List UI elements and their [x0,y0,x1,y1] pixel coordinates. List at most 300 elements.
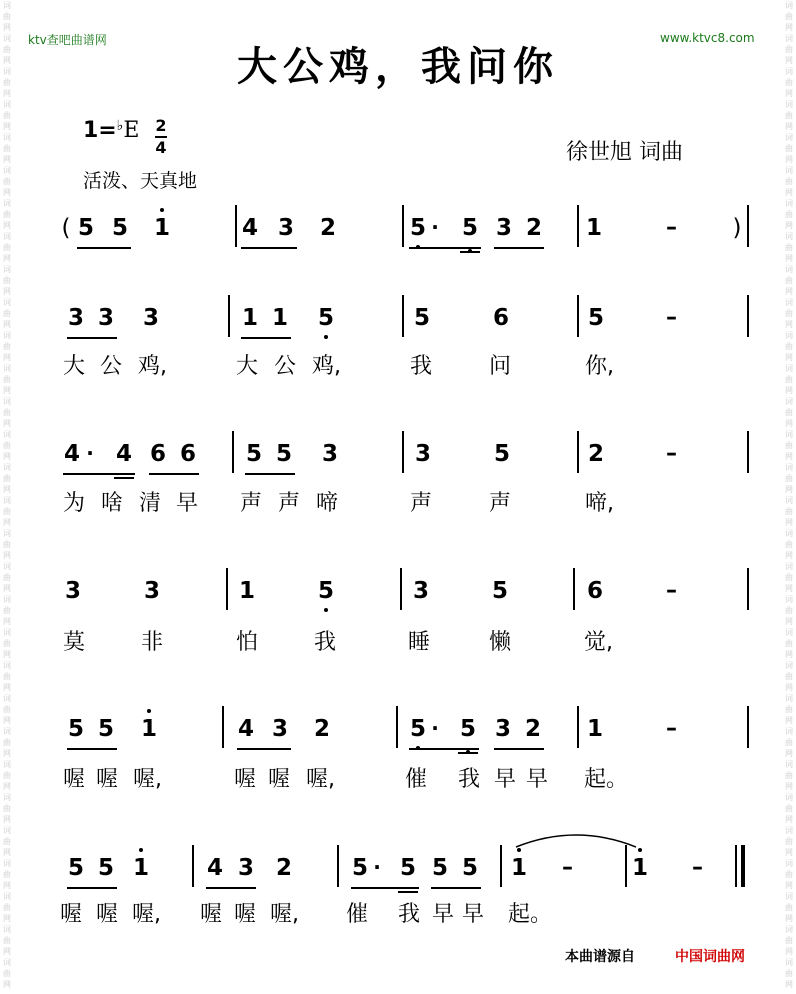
watermark-char: 曲 [3,969,11,978]
watermark-char: 词 [3,364,11,373]
paren-open: ( [61,215,71,241]
score-row-intro [0,215,796,255]
watermark-char: 网 [3,980,11,989]
note: 5 [316,305,336,331]
watermark-char: 曲 [3,672,11,681]
lyric: 怕 [236,630,259,655]
score-row-3 [0,578,796,618]
watermark-char: 网 [785,683,793,692]
lyric: 喔 [200,902,223,927]
watermark-char: 词 [785,133,793,142]
watermark-char: 词 [3,496,11,505]
watermark-char: 曲 [3,111,11,120]
watermark-char: 曲 [3,408,11,417]
note: 5 [458,716,478,742]
watermark-char: 曲 [785,738,793,747]
note: 4 [241,215,258,241]
beam-underline [206,887,256,889]
beam-underline [67,748,117,750]
lyric: 声 [240,491,263,516]
bar-line [625,845,627,887]
watermark-char: 曲 [785,111,793,120]
watermark-char: 词 [785,298,793,307]
lyric: 我 [398,902,421,927]
watermark-char: 网 [3,56,11,65]
watermark-char: 曲 [3,639,11,648]
dot-extension: · [373,855,381,879]
composer-credit: 徐世旭 词曲 [566,140,683,165]
watermark-char: 曲 [3,903,11,912]
watermark-char: 网 [785,89,793,98]
watermark-char: 词 [3,298,11,307]
lyric: 声 [489,491,512,516]
lyric: 喔 [234,902,257,927]
watermark-char: 网 [3,551,11,560]
time-signature [155,116,167,158]
dot-extension: · [86,441,94,465]
lyric: 喔, [132,902,161,927]
watermark-char: 网 [785,617,793,626]
watermark-char: 网 [3,485,11,494]
watermark-char: 词 [3,397,11,406]
paren-close: ) [732,215,742,241]
lyric: 懒 [489,630,512,655]
bar-line [402,295,404,337]
watermark-char: 曲 [3,243,11,252]
watermark-char: 词 [3,67,11,76]
watermark-char: 曲 [3,540,11,549]
watermark-char: 网 [785,881,793,890]
watermark-char: 网 [3,320,11,329]
header-site-right[interactable]: www.ktvc8.com [660,31,755,45]
note: 5 [77,215,94,241]
lyrics-row-5 [0,897,796,937]
bar-line [222,706,224,748]
watermark-char: 词 [3,463,11,472]
watermark-char: 网 [785,353,793,362]
watermark-char: 词 [3,958,11,967]
watermark-char: 词 [3,826,11,835]
watermark-char: 网 [3,749,11,758]
beam-underline [409,247,481,249]
note: 5 [97,716,114,742]
watermark-char: 词 [785,925,793,934]
watermark-char: 词 [785,958,793,967]
bar-line [396,706,398,748]
watermark-char: 网 [3,584,11,593]
watermark-char: 曲 [785,804,793,813]
watermark-char: 词 [3,595,11,604]
bar-line [573,568,575,610]
note: 2 [525,215,542,241]
watermark-char: 曲 [3,606,11,615]
meter-top: 2 [155,116,167,135]
watermark-char: 曲 [785,870,793,879]
note: 5 [491,578,508,604]
note: 3 [414,441,431,467]
lyrics-row-3 [0,625,796,665]
score-row-2 [0,441,796,481]
watermark-char: 词 [785,331,793,340]
note: 5 [275,441,292,467]
watermark-char: 曲 [785,936,793,945]
watermark-char: 词 [785,727,793,736]
lyric: 喔 [234,767,257,792]
lyric: 早 [432,902,455,927]
watermark-char: 网 [3,386,11,395]
beam-underline [494,748,544,750]
hold-dash: – [666,215,677,240]
watermark-char: 曲 [3,144,11,153]
lyrics-row-4 [0,762,796,802]
watermark-char: 曲 [3,771,11,780]
note: 5 [67,716,84,742]
watermark-char: 词 [785,628,793,637]
watermark-char: 网 [785,914,793,923]
bar-line [500,845,502,887]
lyric: 鸡, [138,354,167,379]
watermark-char: 词 [3,628,11,637]
watermark-char: 曲 [785,309,793,318]
lyric: 早 [462,902,485,927]
note: 6 [179,441,196,467]
note: 1 [152,215,172,241]
lyrics-row-2 [0,486,796,526]
watermark-char: 词 [785,595,793,604]
watermark-char: 曲 [3,870,11,879]
watermark-char: 词 [3,100,11,109]
watermark-char: 网 [3,188,11,197]
bar-line [192,845,194,887]
beam-underline [494,247,544,249]
watermark-char: 曲 [3,78,11,87]
lyric: 早 [494,767,517,792]
meter-bottom: 4 [155,138,167,157]
watermark-char: 词 [3,199,11,208]
beam-underline [241,247,297,249]
watermark-char: 词 [785,661,793,670]
watermark-char: 网 [785,716,793,725]
note: 1 [509,855,529,881]
note: 1 [585,215,602,241]
watermark-char: 网 [785,518,793,527]
watermark-char: 词 [785,562,793,571]
note: 3 [277,215,294,241]
watermark-char: 网 [785,452,793,461]
lyric: 起。 [508,902,553,927]
watermark-char: 曲 [785,837,793,846]
note: 5 [587,305,604,331]
note: 5 [111,215,128,241]
beam-underline [431,887,481,889]
watermark-char: 网 [3,155,11,164]
watermark-char: 网 [3,782,11,791]
watermark-char: 网 [3,650,11,659]
beam-underline [241,337,291,339]
watermark-char: 网 [785,980,793,989]
beam-underline [77,247,131,249]
note: 5 [431,855,448,881]
score-row-4 [0,716,796,756]
watermark-char: 词 [3,859,11,868]
lyric: 大 [236,354,259,379]
watermark-char: 曲 [785,441,793,450]
watermark-char: 曲 [3,804,11,813]
header-site-left[interactable]: ktv查吧曲谱网 [28,33,107,47]
watermark-char: 网 [785,221,793,230]
bar-line [747,431,749,473]
lyric: 催 [346,902,369,927]
bar-line [235,205,237,247]
lyric: 为 [63,491,86,516]
watermark-char: 网 [785,650,793,659]
watermark-char: 曲 [3,738,11,747]
lyric: 早 [526,767,549,792]
lyric: 你, [585,354,614,379]
note: 3 [67,305,84,331]
watermark-char: 曲 [785,177,793,186]
watermark-char: 曲 [785,672,793,681]
lyric: 公 [274,354,297,379]
note: 5 [245,441,262,467]
watermark-char: 网 [3,221,11,230]
bar-line [577,706,579,748]
beam-underline [67,887,117,889]
final-bar-line-thick [741,845,745,887]
note: 5 [408,215,428,241]
lyric: 喔 [63,767,86,792]
hold-dash: – [666,716,677,741]
lyric: 喔 [96,767,119,792]
watermark-char: 曲 [3,837,11,846]
watermark-char: 网 [785,122,793,131]
watermark-char: 词 [3,793,11,802]
note: 3 [237,855,254,881]
watermark-char: 网 [785,815,793,824]
watermark-char: 网 [3,947,11,956]
note: 5 [413,305,430,331]
lyric: 喔, [133,767,162,792]
watermark-char: 网 [3,815,11,824]
note: 3 [142,305,159,331]
key-note: E [123,118,140,143]
beam-underline [149,473,199,475]
watermark-char: 网 [3,254,11,263]
watermark-char: 词 [785,793,793,802]
watermark-char: 网 [3,353,11,362]
watermark-char: 网 [3,122,11,131]
watermark-char: 词 [3,727,11,736]
note: 5 [67,855,84,881]
beam-underline [398,891,418,893]
beam-underline [351,887,419,889]
watermark-char: 曲 [3,936,11,945]
note: 6 [149,441,166,467]
score-row-5 [0,855,796,895]
note: 2 [313,716,330,742]
source-label: 本曲谱源自 [565,949,635,965]
lyric: 我 [410,354,433,379]
watermark-char: 网 [785,386,793,395]
watermark-char: 词 [785,859,793,868]
beam-underline [409,748,479,750]
watermark-char: 曲 [785,903,793,912]
lyric: 早 [176,491,199,516]
tempo-marking: 活泼、天真地 [83,170,198,192]
key-prefix: 1= [83,118,117,143]
watermark-char: 词 [785,760,793,769]
bar-line [402,205,404,247]
lyric: 鸡, [312,354,341,379]
bar-line [232,431,234,473]
note: 3 [494,716,511,742]
watermark-char: 曲 [785,276,793,285]
beam-underline [237,748,291,750]
watermark-char: 网 [785,584,793,593]
watermark-char: 曲 [785,573,793,582]
note: 2 [587,441,604,467]
watermark-char: 网 [3,881,11,890]
note: 3 [271,716,288,742]
watermark-char: 曲 [3,507,11,516]
watermark-char: 曲 [785,507,793,516]
watermark-char: 曲 [3,342,11,351]
note: 3 [97,305,114,331]
note: 5 [97,855,114,881]
flat-symbol: ♭ [116,118,124,134]
lyric: 啼 [316,491,339,516]
note: 6 [586,578,603,604]
watermark-char: 网 [3,452,11,461]
lyric: 非 [141,630,164,655]
note: 1 [238,578,255,604]
watermark-char: 词 [785,67,793,76]
watermark-char: 网 [3,914,11,923]
lyric: 声 [278,491,301,516]
source-site-link[interactable]: 中国词曲网 [675,949,745,965]
lyric: 公 [100,354,123,379]
final-bar-line-thin [735,845,737,887]
watermark-char: 词 [785,199,793,208]
tie-arc [512,829,642,849]
note: 3 [143,578,160,604]
watermark-char: 曲 [785,78,793,87]
lyric: 清 [139,491,162,516]
hold-dash: – [666,305,677,330]
watermark-char: 曲 [785,639,793,648]
watermark-char: 曲 [785,375,793,384]
watermark-char: 词 [3,232,11,241]
lyric: 声 [410,491,433,516]
watermark-char: 词 [785,430,793,439]
bar-line [577,431,579,473]
lyric: 啥 [101,491,124,516]
watermark-char: 网 [3,617,11,626]
note: 5 [316,578,336,604]
lyric: 啼, [585,491,614,516]
watermark-char: 曲 [3,309,11,318]
watermark-char: 曲 [3,45,11,54]
watermark-char: 曲 [3,474,11,483]
watermark-char: 网 [785,947,793,956]
watermark-char: 曲 [3,12,11,21]
watermark-char: 网 [785,848,793,857]
note: 3 [321,441,338,467]
watermark-char: 曲 [3,441,11,450]
watermark-char: 词 [785,463,793,472]
key-signature [83,118,139,143]
watermark-char: 网 [785,188,793,197]
bar-line [577,295,579,337]
lyric: 喔, [306,767,335,792]
dot-extension: · [431,215,439,239]
watermark-char: 词 [3,562,11,571]
watermark-char: 网 [785,56,793,65]
note: 1 [131,855,151,881]
watermark-char: 网 [3,518,11,527]
watermark-char: 曲 [785,210,793,219]
watermark-char: 词 [3,529,11,538]
note: 5 [399,855,416,881]
hold-dash: – [692,855,703,880]
watermark-char: 词 [785,265,793,274]
watermark-char: 词 [3,892,11,901]
watermark-char: 网 [785,23,793,32]
watermark-char: 词 [785,34,793,43]
note: 3 [64,578,81,604]
note: 5 [460,215,480,241]
hold-dash: – [666,441,677,466]
watermark-char: 曲 [3,573,11,582]
lyric: 起。 [584,767,629,792]
watermark-char: 网 [3,287,11,296]
note: 1 [271,305,288,331]
watermark-char: 词 [3,133,11,142]
beam-underline [67,337,117,339]
watermark-char: 网 [3,89,11,98]
lyrics-row-1 [0,349,796,389]
watermark-char: 曲 [785,408,793,417]
watermark-char: 网 [3,848,11,857]
watermark-char: 词 [3,430,11,439]
watermark-char: 曲 [785,474,793,483]
note: 2 [524,716,541,742]
note: 3 [495,215,512,241]
watermark-char: 网 [785,749,793,758]
lyric: 睡 [408,630,431,655]
bar-line [226,568,228,610]
watermark-char: 曲 [3,177,11,186]
watermark-char: 曲 [785,12,793,21]
watermark-char: 曲 [785,243,793,252]
watermark-char: 网 [785,320,793,329]
watermark-char: 网 [3,683,11,692]
watermark-char: 曲 [3,276,11,285]
watermark-char: 词 [785,166,793,175]
watermark-char: 曲 [785,540,793,549]
bar-line [747,568,749,610]
note: 5 [461,855,478,881]
bar-line [337,845,339,887]
note: 5 [493,441,510,467]
lyric: 催 [405,767,428,792]
watermark-char: 网 [3,716,11,725]
watermark-char: 曲 [785,144,793,153]
note: 2 [319,215,336,241]
watermark-char: 曲 [3,705,11,714]
watermark-char: 词 [785,397,793,406]
watermark-char: 词 [3,265,11,274]
